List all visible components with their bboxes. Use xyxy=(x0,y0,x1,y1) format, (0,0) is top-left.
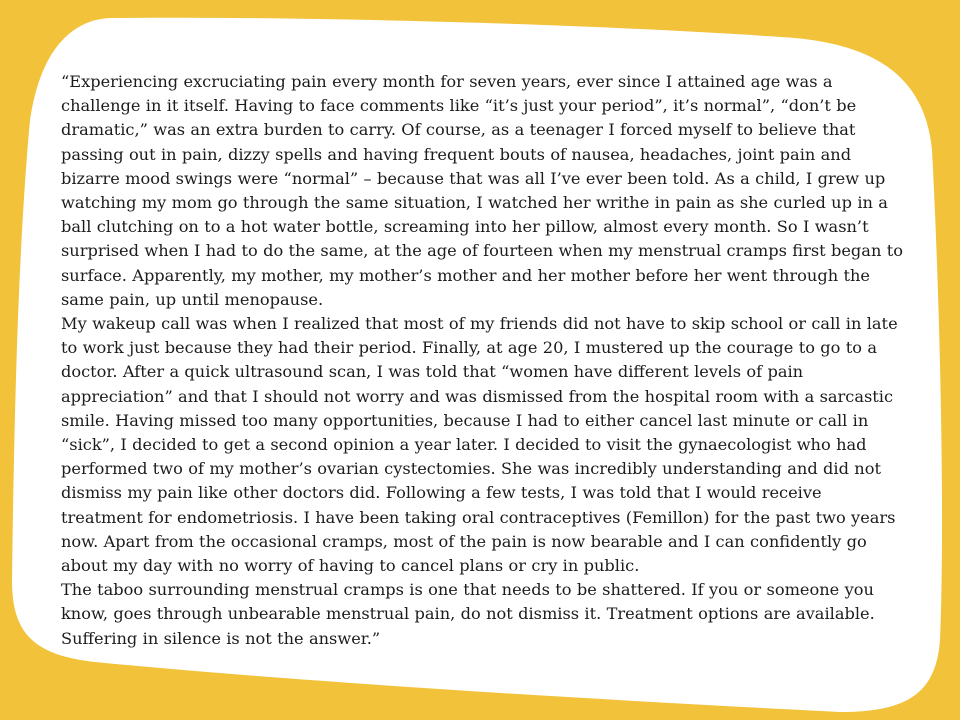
paragraph-2: My wakeup call was when I realized that most of my friends did not have to skip school or call in late to work just because they had their period. Finally, at age 20, I mustered up the courage to go to a doctor. After a quick ultrasound scan, I was told that “women have different levels of pain appreciation” and that I should not worry and was dismissed from the hospital room with a sarcastic smile. Having missed too many opportunities, because I had to either cancel last minute or call in “sick”, I decided to get a second opinion a year later. I decided to visit the gynaecologist who had performed two of my mother’s ovarian cystectomies. She was incredibly understanding and did not dismiss my pain like other doctors did. Following a few tests, I was told that I would receive treatment for endometriosis. I have been taking oral contraceptives (Femillon) for the past two years now. Apart from the occasional cramps, most of the pain is now bearable and I can confidently go about my day with no worry of having to cancel plans or cry in public. xyxy=(61,314,898,576)
paragraph-1: “Experiencing excruciating pain every month for seven years, ever since I attained age was a challenge in it itself. Having to face comments like “it’s just your period”, it’s normal”, “don’t be dramatic,” was an extra burden to carry. Of course, as a teenager I forced myself to believe that passing out in pain, dizzy spells and having frequent bouts of nausea, headaches, joint pain and bizarre mood swings were “normal” – because that was all I’ve ever been told. As a child, I grew up watching my mom go through the same situation, I watched her writhe in pain as she curled up in a ball clutching on to a hot water bottle, screaming into her pillow, almost every month. So I wasn’t surprised when I had to do the same, at the age of fourteen when my menstrual cramps first began to surface. Apparently, my mother, my mother’s mother and her mother before her went through the same pain, up until menopause. xyxy=(61,72,903,309)
paragraph-3: The taboo surrounding menstrual cramps is one that needs to be shattered. If you or someone you know, goes through unbearable menstrual pain, do not dismiss it. Treatment options are available. Suffering in silence is not the answer.” xyxy=(61,580,875,648)
testimonial-text xyxy=(61,70,906,651)
